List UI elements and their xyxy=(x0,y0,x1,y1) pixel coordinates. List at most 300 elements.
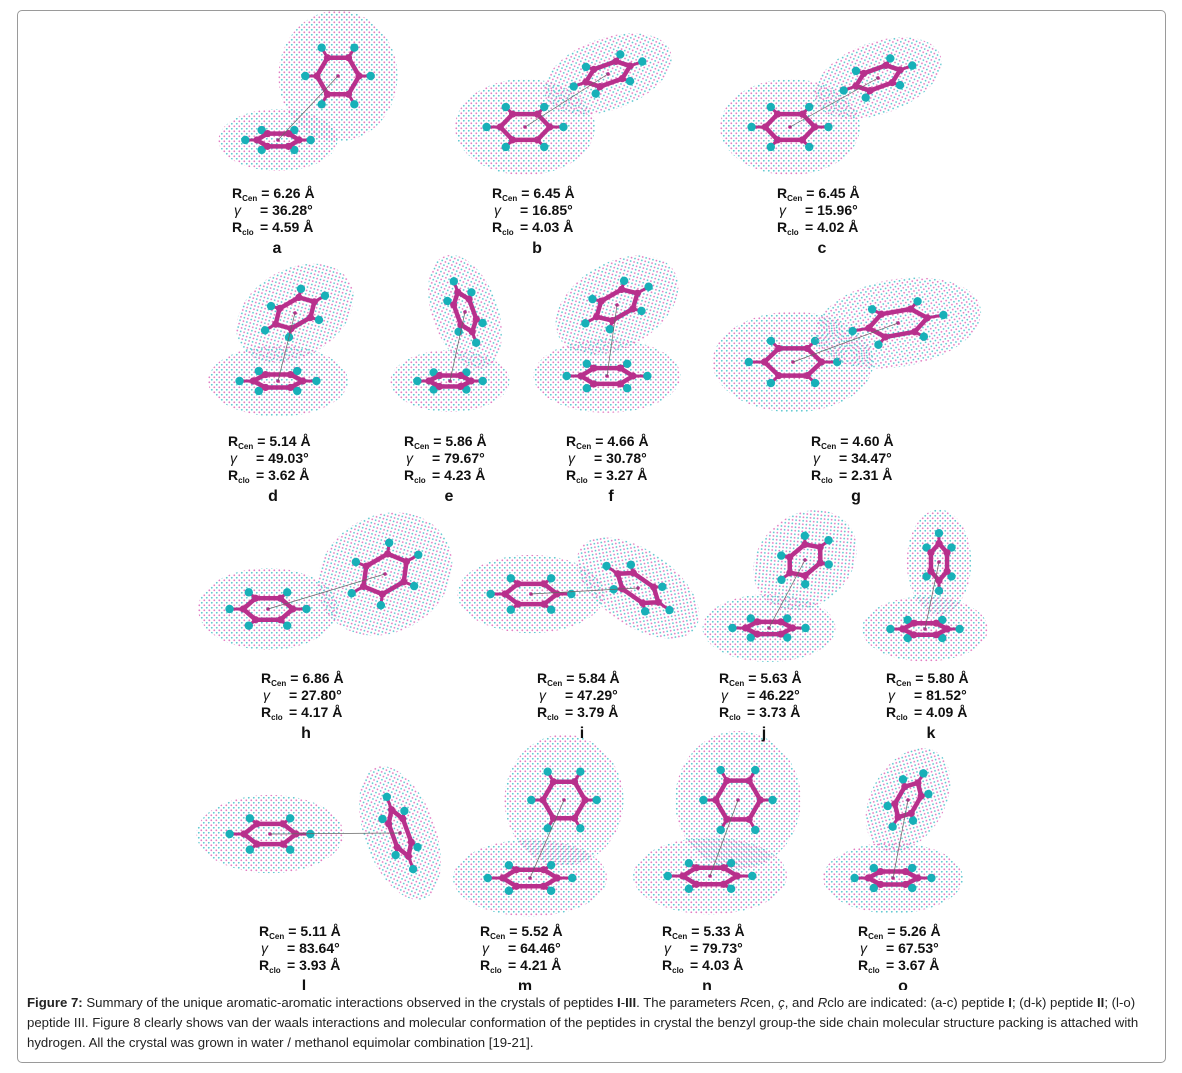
rcen-row xyxy=(719,670,802,688)
hydrogen-atom xyxy=(801,624,809,632)
panel-letter: b xyxy=(532,240,542,257)
rcen-row xyxy=(228,433,311,451)
carbon-atom xyxy=(262,384,269,391)
rclo-row xyxy=(886,704,967,722)
r-symbol: R xyxy=(566,433,577,449)
carbon-atom xyxy=(577,372,584,379)
gamma-symbol: γ xyxy=(888,687,895,703)
carbon-atom xyxy=(295,136,302,143)
gamma-row xyxy=(494,202,573,218)
hydrogen-atom xyxy=(747,123,755,131)
caption-label: Figure 7: xyxy=(27,995,83,1010)
panel-e xyxy=(391,245,517,412)
panel-letter: f xyxy=(608,488,614,505)
hydrogen-atom xyxy=(350,44,358,52)
rclo-row xyxy=(261,704,342,722)
cen-subscript: Cen xyxy=(414,442,430,451)
rclo-value: = 3.93 Å xyxy=(287,957,341,973)
hydrogen-atom xyxy=(293,387,301,395)
carbon-atom xyxy=(457,372,464,379)
hydrogen-atom xyxy=(255,387,263,395)
carbon-atom xyxy=(287,384,294,391)
carbon-atom xyxy=(581,796,588,803)
panel-f xyxy=(534,235,696,413)
carbon-atom xyxy=(935,577,942,584)
panel-letter: k xyxy=(926,725,936,742)
hydrogen-atom xyxy=(413,377,421,385)
carbon-atom xyxy=(279,820,286,827)
clo-subscript: clo xyxy=(502,228,514,237)
clo-subscript: clo xyxy=(414,476,426,485)
hydrogen-atom xyxy=(507,606,515,614)
r-symbol: R xyxy=(719,704,730,720)
gamma-symbol: γ xyxy=(261,940,268,956)
caption-text: clo are indicated: (a-c) peptide xyxy=(827,995,1009,1010)
gamma-symbol: γ xyxy=(813,450,820,466)
hydrogen-atom xyxy=(717,826,725,834)
hydrogen-atom xyxy=(484,874,492,882)
panel-letter: l xyxy=(301,978,307,990)
carbon-atom xyxy=(927,568,934,575)
hydrogen-atom xyxy=(235,377,243,385)
panel-b xyxy=(455,17,683,175)
rcen-value: = 6.45 Å xyxy=(521,185,575,201)
gamma-value: = 79.67° xyxy=(432,450,485,466)
carbon-atom xyxy=(514,601,521,608)
hydrogen-atom xyxy=(225,830,233,838)
panel-letter: n xyxy=(702,978,712,990)
r-symbol: R xyxy=(886,704,897,720)
hydrogen-atom xyxy=(685,885,693,893)
hydrogen-atom xyxy=(286,846,294,854)
cen-subscript: Cen xyxy=(238,442,254,451)
gamma-symbol: γ xyxy=(721,687,728,703)
panel-letter: o xyxy=(898,978,908,990)
carbon-atom xyxy=(467,377,474,384)
gamma-value: = 81.52° xyxy=(914,687,967,703)
rclo-value: = 4.09 Å xyxy=(914,704,968,720)
carbon-atom xyxy=(616,380,623,387)
carbon-atom xyxy=(313,72,320,79)
hydrogen-atom xyxy=(908,884,916,892)
hydrogen-atom xyxy=(767,103,775,111)
caption-bold: III xyxy=(625,995,637,1010)
r-symbol: R xyxy=(811,467,822,483)
rclo-row xyxy=(566,467,647,485)
carbon-atom xyxy=(534,111,541,118)
carbon-atom xyxy=(324,91,331,98)
rcen-row xyxy=(886,670,969,688)
carbon-atom xyxy=(264,130,271,137)
panel-c-params xyxy=(777,185,860,257)
gamma-value: = 67.53° xyxy=(886,940,939,956)
carbon-atom xyxy=(436,383,443,390)
carbon-atom xyxy=(540,601,547,608)
clo-subscript: clo xyxy=(242,228,254,237)
caption-text: . The parameters xyxy=(636,995,740,1010)
panel-b-params xyxy=(492,185,575,257)
clo-subscript: clo xyxy=(271,713,283,722)
gamma-row xyxy=(261,940,340,956)
clo-subscript: clo xyxy=(269,966,281,975)
r-symbol: R xyxy=(261,704,272,720)
panel-letter: e xyxy=(444,488,454,505)
hydrogen-atom xyxy=(935,529,943,537)
r-symbol: R xyxy=(858,957,869,973)
panel-letter: a xyxy=(272,240,282,257)
caption-text: - xyxy=(620,995,626,1010)
r-symbol: R xyxy=(886,670,897,686)
hydrogen-atom xyxy=(623,360,631,368)
carbon-atom xyxy=(240,830,247,837)
carbon-atom xyxy=(774,111,781,118)
gamma-symbol: γ xyxy=(779,202,786,218)
hydrogen-atom xyxy=(317,44,325,52)
gamma-value: = 46.22° xyxy=(747,687,800,703)
carbon-atom xyxy=(746,777,753,784)
carbon-atom xyxy=(299,377,306,384)
panel-k-params xyxy=(886,670,969,742)
carbon-atom xyxy=(723,816,730,823)
hydrogen-atom xyxy=(886,625,894,633)
rclo-row xyxy=(662,957,743,975)
carbon-atom xyxy=(933,631,940,638)
r-symbol: R xyxy=(259,923,270,939)
rclo-value: = 3.27 Å xyxy=(594,467,648,483)
clo-subscript: clo xyxy=(238,476,250,485)
hydrogen-atom xyxy=(751,826,759,834)
r-symbol: R xyxy=(232,219,243,235)
carbon-atom xyxy=(774,136,781,143)
r-symbol: R xyxy=(777,219,788,235)
gamma-row xyxy=(664,940,743,956)
carbon-atom xyxy=(877,881,884,888)
carbon-atom xyxy=(590,365,597,372)
cen-subscript: Cen xyxy=(576,442,592,451)
carbon-atom xyxy=(762,123,769,130)
carbon-atom xyxy=(509,111,516,118)
carbon-atom xyxy=(757,796,764,803)
rcen-value: = 5.33 Å xyxy=(691,923,745,939)
hydrogen-atom xyxy=(728,624,736,632)
r-symbol: R xyxy=(492,185,503,201)
hydrogen-atom xyxy=(293,367,301,375)
caption-text: ; (d-k) peptide xyxy=(1011,995,1097,1010)
carbon-atom xyxy=(943,549,950,556)
panel-letter: d xyxy=(268,488,278,505)
r-symbol: R xyxy=(259,957,270,973)
hydrogen-atom xyxy=(908,864,916,872)
panel-k xyxy=(862,510,988,662)
r-symbol: R xyxy=(492,219,503,235)
rcen-value: = 4.66 Å xyxy=(595,433,649,449)
panel-m-params xyxy=(480,923,563,990)
r-symbol: R xyxy=(811,433,822,449)
carbon-atom xyxy=(285,143,292,150)
hydrogen-atom xyxy=(543,768,551,776)
hydrogen-atom xyxy=(482,123,490,131)
hydrogen-atom xyxy=(540,143,548,151)
carbon-atom xyxy=(865,874,872,881)
rclo-value: = 2.31 Å xyxy=(839,467,893,483)
rclo-value: = 4.17 Å xyxy=(289,704,343,720)
cen-subscript: Cen xyxy=(502,194,518,203)
carbon-atom xyxy=(910,631,917,638)
r-symbol: R xyxy=(719,670,730,686)
gamma-value: = 79.73° xyxy=(690,940,743,956)
carbon-atom xyxy=(712,796,719,803)
r-symbol: R xyxy=(232,185,243,201)
carbon-atom xyxy=(811,123,818,130)
hydrogen-atom xyxy=(583,384,591,392)
rclo-value: = 4.03 Å xyxy=(520,219,574,235)
gamma-symbol: γ xyxy=(406,450,413,466)
gamma-symbol: γ xyxy=(482,940,489,956)
cen-subscript: Cen xyxy=(868,932,884,941)
panel-d xyxy=(208,244,371,417)
panel-l-params xyxy=(259,923,341,990)
hydrogen-atom xyxy=(301,72,309,80)
rclo-value: = 4.23 Å xyxy=(432,467,486,483)
carbon-atom xyxy=(899,625,906,632)
panel-f-params xyxy=(566,433,649,505)
r-symbol: R xyxy=(566,467,577,483)
carbon-atom xyxy=(324,54,331,61)
hydrogen-atom xyxy=(562,372,570,380)
carbon-atom xyxy=(277,595,284,602)
rclo-value: = 3.79 Å xyxy=(565,704,619,720)
gamma-value: = 49.03° xyxy=(256,450,309,466)
hydrogen-atom xyxy=(623,384,631,392)
panel-c xyxy=(720,21,953,175)
rcen-row xyxy=(404,433,487,451)
clo-subscript: clo xyxy=(547,713,559,722)
cen-subscript: Cen xyxy=(547,679,563,688)
clo-subscript: clo xyxy=(672,966,684,975)
rcen-row xyxy=(259,923,341,941)
hydrogen-atom xyxy=(767,143,775,151)
caption-bold: I xyxy=(617,995,621,1010)
rcen-row xyxy=(480,923,563,941)
carbon-atom xyxy=(693,881,700,888)
rclo-value: = 4.59 Å xyxy=(260,219,314,235)
panel-j-params xyxy=(719,670,802,742)
gamma-row xyxy=(568,450,647,466)
carbon-atom xyxy=(933,620,940,627)
hydrogen-atom xyxy=(955,625,963,633)
hydrogen-atom xyxy=(727,885,735,893)
carbon-atom xyxy=(935,540,942,547)
rcen-value: = 5.63 Å xyxy=(748,670,802,686)
carbon-atom xyxy=(616,365,623,372)
carbon-atom xyxy=(425,377,432,384)
hydrogen-atom xyxy=(685,859,693,867)
rcen-row xyxy=(858,923,941,941)
gamma-value: = 64.46° xyxy=(508,940,561,956)
carbon-atom xyxy=(777,618,784,625)
panel-g-params xyxy=(811,433,894,505)
carbon-atom xyxy=(501,590,508,597)
hydrogen-atom xyxy=(317,100,325,108)
panel-j xyxy=(703,489,877,662)
hydrogen-atom xyxy=(505,887,513,895)
cen-subscript: Cen xyxy=(672,932,688,941)
rcen-row xyxy=(811,433,894,451)
caption-italic: R xyxy=(739,995,750,1010)
carbon-atom xyxy=(279,841,286,848)
panel-a xyxy=(219,11,398,171)
hydrogen-atom xyxy=(283,621,291,629)
carbon-atom xyxy=(818,358,825,365)
hydrogen-atom xyxy=(927,874,935,882)
carbon-atom xyxy=(540,580,547,587)
hydrogen-atom xyxy=(246,846,254,854)
rclo-value: = 3.73 Å xyxy=(747,704,801,720)
gamma-row xyxy=(539,687,618,703)
hydrogen-atom xyxy=(245,621,253,629)
carbon-atom xyxy=(253,820,260,827)
gamma-symbol: γ xyxy=(234,202,241,218)
hydrogen-atom xyxy=(312,377,320,385)
hydrogen-atom xyxy=(568,874,576,882)
hydrogen-atom xyxy=(255,367,263,375)
carbon-atom xyxy=(944,625,951,632)
rclo-value: = 4.02 Å xyxy=(805,219,859,235)
hydrogen-atom xyxy=(507,574,515,582)
rclo-row xyxy=(404,467,485,485)
panel-o xyxy=(823,733,968,913)
hydrogen-atom xyxy=(505,861,513,869)
hydrogen-atom xyxy=(306,136,314,144)
carbon-atom xyxy=(775,372,782,379)
hydrogen-atom xyxy=(245,588,253,596)
carbon-atom xyxy=(554,874,561,881)
carbon-atom xyxy=(734,872,741,879)
clo-subscript: clo xyxy=(787,228,799,237)
gamma-row xyxy=(779,202,858,218)
r-symbol: R xyxy=(858,923,869,939)
carbon-atom xyxy=(277,616,284,623)
rcen-value: = 5.11 Å xyxy=(288,923,341,939)
rcen-value: = 4.60 Å xyxy=(840,433,894,449)
carbon-atom xyxy=(264,143,271,150)
cen-subscript: Cen xyxy=(269,932,285,941)
rclo-row xyxy=(811,467,892,485)
panel-a-params xyxy=(232,185,315,257)
rcen-row xyxy=(566,433,649,451)
rcen-value: = 6.26 Å xyxy=(261,185,315,201)
carbon-atom xyxy=(514,580,521,587)
carbon-atom xyxy=(250,377,257,384)
gamma-row xyxy=(230,450,309,466)
hydrogen-atom xyxy=(767,337,775,345)
r-symbol: R xyxy=(228,433,239,449)
rcen-row xyxy=(261,670,344,688)
clo-subscript: clo xyxy=(868,966,880,975)
gamma-row xyxy=(813,450,892,466)
rclo-row xyxy=(537,704,618,722)
carbon-atom xyxy=(499,874,506,881)
caption-italic: ç xyxy=(778,995,785,1010)
r-symbol: R xyxy=(537,670,548,686)
rcen-row xyxy=(492,185,575,203)
gamma-row xyxy=(263,687,342,703)
caption-bold: II xyxy=(1096,995,1105,1010)
carbon-atom xyxy=(804,345,811,352)
rcen-value: = 5.26 Å xyxy=(887,923,941,939)
clo-subscript: clo xyxy=(821,476,833,485)
panel-letter: c xyxy=(817,240,827,257)
clo-subscript: clo xyxy=(490,966,502,975)
caption-text: ; (l-o) peptide III. Figure 8 clearly shows van der waals interactions and molecular conformation of the peptides in crystal the benzyl group-the side chain molecular structure packing is attached with hydrogen. All the crystal was grown in water / methanol equimolar combination [19-21]. xyxy=(27,995,1139,1050)
rclo-value: = 3.67 Å xyxy=(886,957,940,973)
hydrogen-atom xyxy=(811,379,819,387)
carbon-atom xyxy=(252,595,259,602)
panel-letter: j xyxy=(761,725,767,742)
carbon-atom xyxy=(804,372,811,379)
rcen-value: = 5.80 Å xyxy=(915,670,969,686)
carbon-atom xyxy=(253,841,260,848)
caption-text: Summary of the unique aromatic-aromatic interactions observed in the crystals of peptides xyxy=(82,995,618,1010)
hydrogen-atom xyxy=(302,605,310,613)
hydrogen-atom xyxy=(664,872,672,880)
carbon-atom xyxy=(262,371,269,378)
rcen-row xyxy=(662,923,745,941)
rclo-row xyxy=(228,467,309,485)
carbon-atom xyxy=(287,371,294,378)
carbon-atom xyxy=(253,136,260,143)
gamma-value: = 36.28° xyxy=(260,202,313,218)
hydrogen-atom xyxy=(286,814,294,822)
rclo-value: = 3.62 Å xyxy=(256,467,310,483)
carbon-atom xyxy=(539,796,546,803)
carbon-atom xyxy=(513,883,520,890)
rcen-value: = 5.52 Å xyxy=(509,923,563,939)
carbon-atom xyxy=(509,136,516,143)
hydrogen-atom xyxy=(486,590,494,598)
r-symbol: R xyxy=(404,433,415,449)
r-symbol: R xyxy=(404,467,415,483)
panel-e-params xyxy=(404,433,487,505)
hydrogen-atom xyxy=(576,768,584,776)
panel-letter: g xyxy=(851,488,861,505)
carbon-atom xyxy=(799,136,806,143)
rcen-row xyxy=(232,185,315,203)
caption-text: , and xyxy=(784,995,818,1010)
hydrogen-atom xyxy=(727,859,735,867)
gamma-symbol: γ xyxy=(860,940,867,956)
hydrogen-atom xyxy=(502,103,510,111)
clo-subscript: clo xyxy=(576,476,588,485)
rclo-value: = 4.21 Å xyxy=(508,957,562,973)
panel-letter: m xyxy=(517,978,533,990)
gamma-symbol: γ xyxy=(568,450,575,466)
carbon-atom xyxy=(436,372,443,379)
carbon-atom xyxy=(723,777,730,784)
carbon-atom xyxy=(550,778,557,785)
cen-subscript: Cen xyxy=(242,194,258,203)
cen-subscript: Cen xyxy=(271,679,287,688)
hydrogen-atom xyxy=(225,605,233,613)
gamma-symbol: γ xyxy=(539,687,546,703)
cen-subscript: Cen xyxy=(729,679,745,688)
r-symbol: R xyxy=(777,185,788,201)
gamma-value: = 27.80° xyxy=(289,687,342,703)
gamma-symbol: γ xyxy=(230,450,237,466)
cen-subscript: Cen xyxy=(787,194,803,203)
carbon-atom xyxy=(679,872,686,879)
panel-i-params xyxy=(537,670,620,742)
